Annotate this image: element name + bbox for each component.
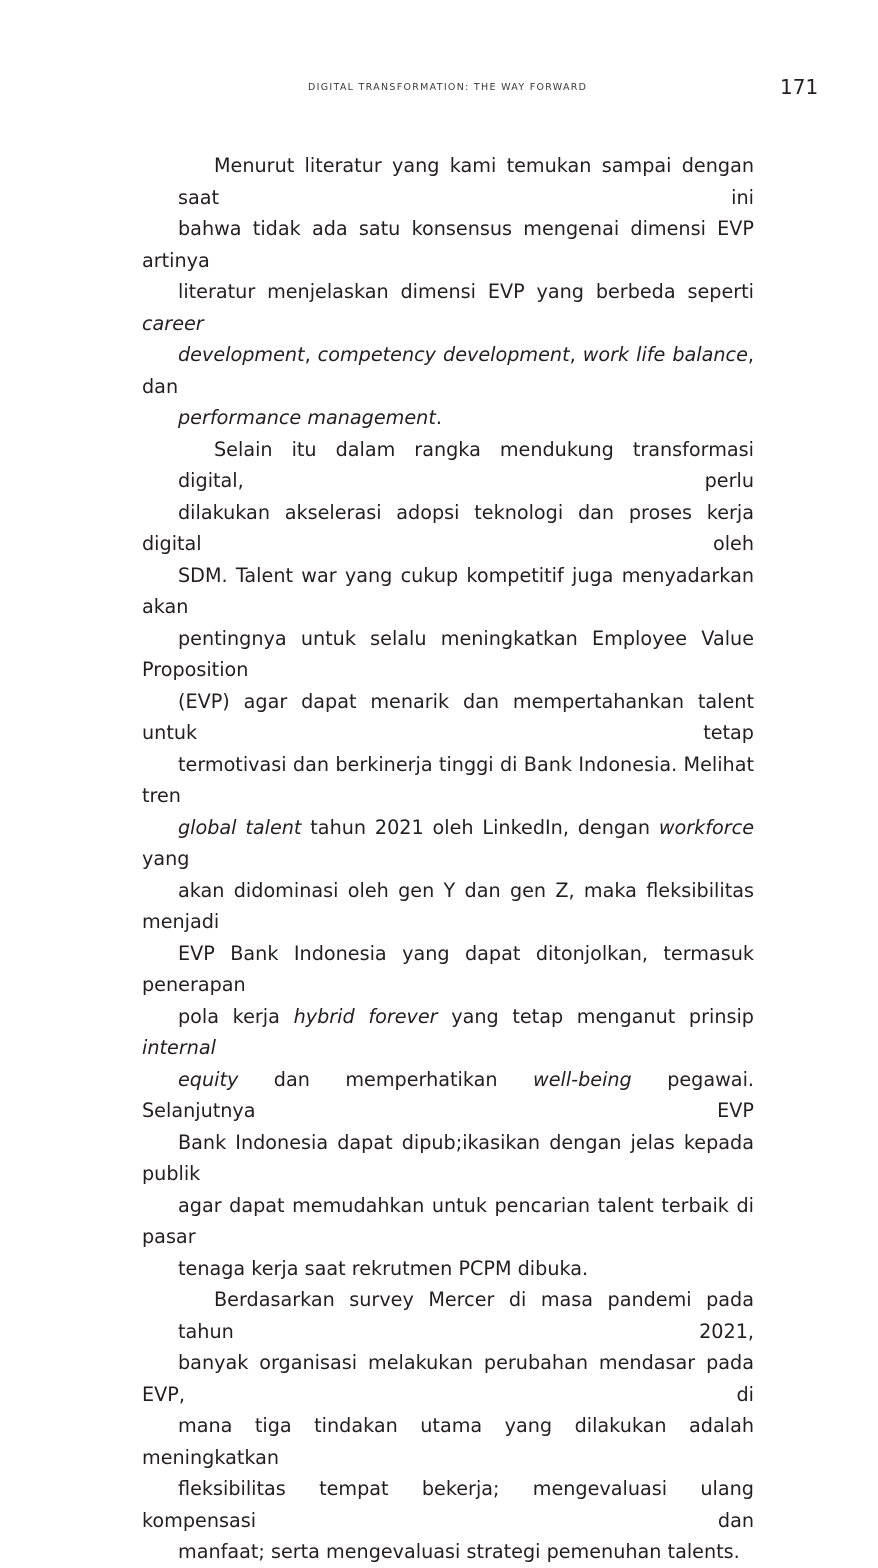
text-line: EVP Bank Indonesia yang dapat ditonjolkan, termasuk penerapan xyxy=(142,941,754,996)
running-header xyxy=(0,70,878,106)
italic-term: development xyxy=(178,343,305,366)
text-line: agar dapat memudahkan untuk pencarian talent terbaik di pasar xyxy=(142,1193,754,1248)
paragraph-1 xyxy=(142,150,754,434)
italic-term: equity xyxy=(178,1067,239,1091)
italic-term: well-being xyxy=(533,1067,632,1091)
italic-term: global talent xyxy=(178,815,302,839)
text-line: tenaga kerja saat rekrutmen PCPM dibuka. xyxy=(178,1256,589,1280)
italic-term: internal xyxy=(142,1036,216,1059)
text-line: Menurut literatur yang kami temukan sampai dengan saat ini xyxy=(178,154,754,209)
text-line: pentingnya untuk selalu meningkatkan Employee Value Proposition xyxy=(142,626,754,681)
italic-term: hybrid forever xyxy=(293,1004,438,1028)
paragraph-2 xyxy=(142,434,754,1285)
paragraph-3 xyxy=(142,1284,754,1568)
text-line: termotivasi dan berkinerja tinggi di Bank Indonesia. Melihat tren xyxy=(142,752,754,807)
text-line: pola kerja hybrid forever yang tetap menganut prinsip internal xyxy=(142,1004,754,1059)
text-line: development, competency development, work life balance, dan xyxy=(142,343,754,398)
italic-term: work life balance xyxy=(582,343,748,366)
italic-term: career xyxy=(142,311,204,335)
text-line: banyak organisasi melakukan perubahan mendasar pada EVP, di xyxy=(142,1351,754,1406)
text-line: fleksibilitas tempat bekerja; mengevaluasi ulang kompensasi dan xyxy=(142,1477,754,1532)
page-number: 171 xyxy=(780,75,819,99)
text-line: equity dan memperhatikan well-being pegawai. Selanjutnya EVP xyxy=(142,1067,754,1122)
italic-term: performance management xyxy=(178,406,436,429)
text-line: literatur menjelaskan dimensi EVP yang berbeda seperti career xyxy=(142,280,754,335)
text-line: Bank Indonesia dapat dipub;ikasikan dengan jelas kepada publik xyxy=(142,1130,754,1185)
text-line: global talent tahun 2021 oleh LinkedIn, dengan workforce yang xyxy=(142,815,754,870)
italic-term: competency development xyxy=(317,343,570,366)
text-line: dilakukan akselerasi adopsi teknologi dan proses kerja digital oleh xyxy=(142,500,754,555)
text-line: manfaat; serta mengevaluasi strategi pemenuhan talents. xyxy=(178,1540,740,1563)
running-title: DIGITAL TRANSFORMATION: THE WAY FORWARD xyxy=(308,82,588,93)
text-line: (EVP) agar dapat menarik dan mempertahankan talent untuk tetap xyxy=(142,689,754,744)
body-text xyxy=(142,150,754,1568)
text-line: performance management. xyxy=(178,406,442,429)
text-line: Selain itu dalam rangka mendukung transformasi digital, perlu xyxy=(178,437,754,492)
italic-term: workforce xyxy=(658,815,754,839)
text-line: akan didominasi oleh gen Y dan gen Z, maka fleksibilitas menjadi xyxy=(142,878,754,933)
text-line: mana tiga tindakan utama yang dilakukan adalah meningkatkan xyxy=(142,1414,754,1469)
text-line: SDM. Talent war yang cukup kompetitif juga menyadarkan akan xyxy=(142,563,754,618)
text-line: bahwa tidak ada satu konsensus mengenai dimensi EVP artinya xyxy=(142,217,754,272)
text-line: Berdasarkan survey Mercer di masa pandemi pada tahun 2021, xyxy=(178,1288,754,1343)
